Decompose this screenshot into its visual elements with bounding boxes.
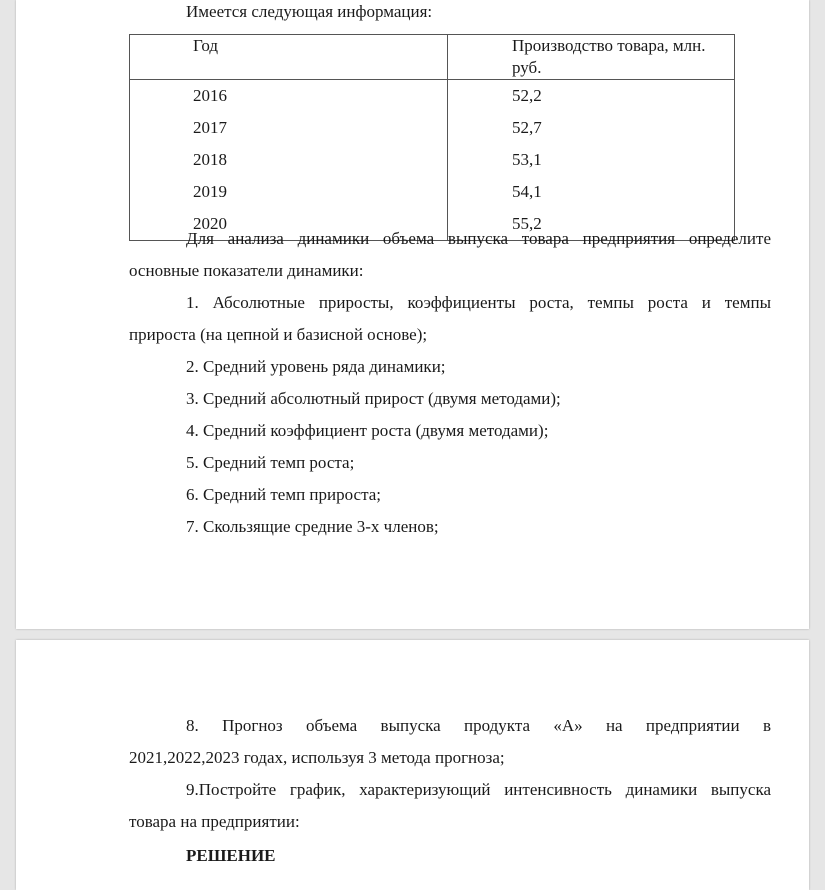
table-row xyxy=(130,112,735,144)
item-3: 3. Средний абсолютный прирост (двумя методами); xyxy=(186,389,561,408)
document-page-2 xyxy=(16,640,809,890)
cell-year: 2018 xyxy=(130,144,448,176)
item-8-line-1: 8. Прогноз объема выпуска продукта «А» на предприятии в xyxy=(186,716,771,735)
item-5: 5. Средний темп роста; xyxy=(186,453,355,472)
item-1-line-1: 1. Абсолютные приросты, коэффициенты роста, темпы роста и темпы xyxy=(186,293,771,312)
intro-text: Имеется следующая информация: xyxy=(186,2,433,21)
table-row xyxy=(130,80,735,113)
cell-value: 52,2 xyxy=(448,80,735,113)
item-7: 7. Скользящие средние 3-х членов; xyxy=(186,517,439,536)
cell-year: 2016 xyxy=(130,80,448,113)
table-row xyxy=(130,176,735,208)
item-6: 6. Средний темп прироста; xyxy=(186,485,382,504)
cell-value: 55,2 xyxy=(448,208,735,241)
item-4: 4. Средний коэффициент роста (двумя методами); xyxy=(186,421,549,440)
table-header-row xyxy=(130,35,735,80)
item-1-line-2: прироста (на цепной и базисной основе); xyxy=(129,325,428,344)
item-2: 2. Средний уровень ряда динамики; xyxy=(186,357,446,376)
table-row xyxy=(130,144,735,176)
cell-value: 54,1 xyxy=(448,176,735,208)
header-year: Год xyxy=(130,35,448,80)
item-8-line-2: 2021,2022,2023 годах, используя 3 метода прогноза; xyxy=(129,748,505,767)
cell-year: 2020 xyxy=(130,208,448,241)
cell-year: 2019 xyxy=(130,176,448,208)
item-9-line-2: товара на предприятии: xyxy=(129,812,300,831)
cell-value: 52,7 xyxy=(448,112,735,144)
task-line-2: основные показатели динамики: xyxy=(129,261,364,280)
cell-year: 2017 xyxy=(130,112,448,144)
cell-value: 53,1 xyxy=(448,144,735,176)
item-9-line-1: 9.Постройте график, характеризующий интенсивность динамики выпуска xyxy=(186,780,771,799)
task-line-1: Для анализа динамики объема выпуска товара предприятия определите xyxy=(186,229,771,248)
production-table xyxy=(129,34,735,241)
document-page-1 xyxy=(16,0,809,629)
header-production: Производство товара, млн. руб. xyxy=(448,35,735,80)
solution-heading: РЕШЕНИЕ xyxy=(186,846,276,865)
